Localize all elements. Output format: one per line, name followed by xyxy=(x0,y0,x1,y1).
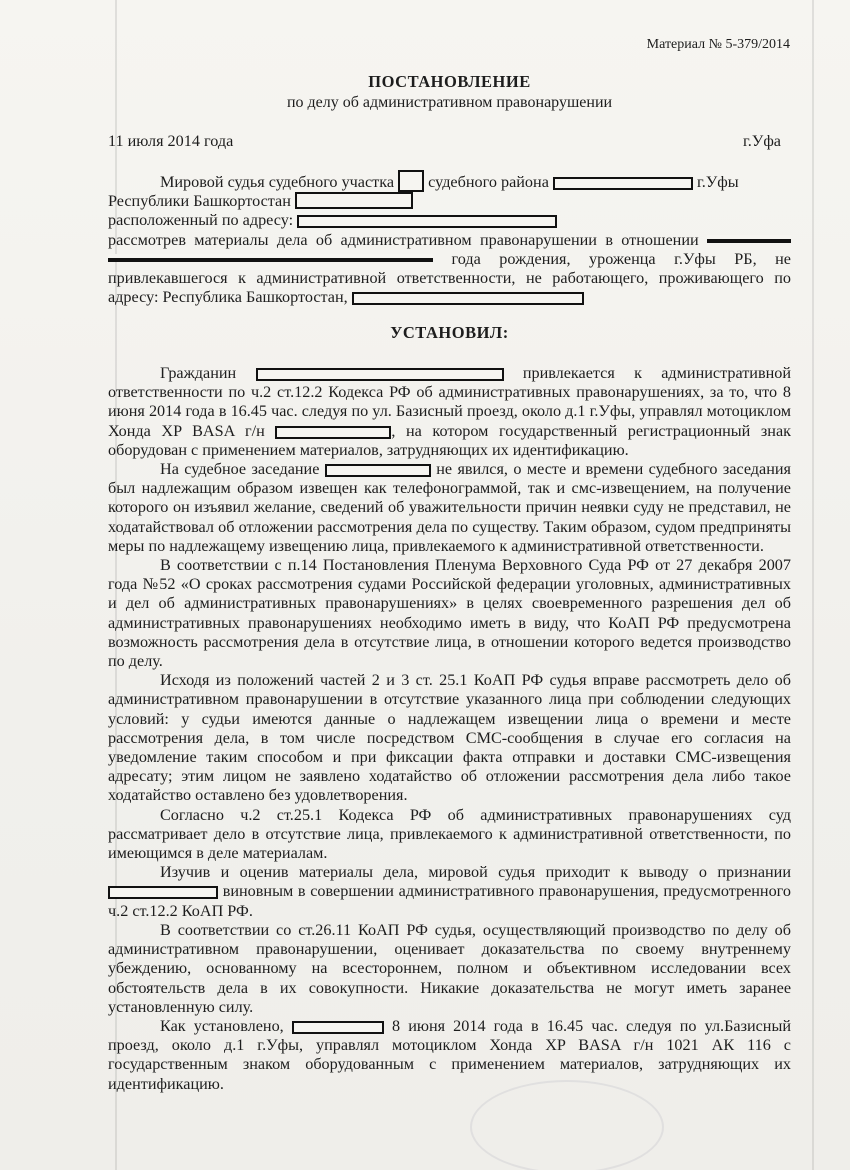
body-paragraph xyxy=(108,460,791,556)
body-paragraph xyxy=(108,364,791,460)
body-text: , на котором государственный регистрационный знак оборудован с применением материалов, затрудняющих их идентификацию. xyxy=(108,421,792,459)
body-text: не явился, о месте и времени судебного заседания был надлежащим образом извещен как телефонограммой, так и смс-извещением, на получение которого он изъявил желание, сведений об уважительности причин неявки суду не представил, не ходатайствовал об отложении рассмотрения дела по существу. Таким образом, судом предприняты меры по надлежащему извещению лица, привлекаемого к административной ответственности. xyxy=(108,460,791,555)
intro-paragraph xyxy=(108,211,791,230)
body-text: На судебное заседание xyxy=(160,460,320,479)
redaction-box xyxy=(108,886,218,899)
intro-text: судебного района xyxy=(428,173,549,191)
body-text: привлекается к административной ответственности по ч.2 ст.12.2 Кодекса РФ об административных правонарушениях, за то, что 8 июня 2014 года в 16.45 час. следуя по ул. Базисный проезд, около д.1 г.Уфы, управлял мотоциклом Хонда XP BASA г/н xyxy=(108,364,792,440)
document-city: г.Уфа xyxy=(743,132,781,150)
intro-paragraph xyxy=(108,170,791,192)
intro-text: г.Уфы xyxy=(696,173,739,191)
body-text: виновным в совершении административного правонарушения, предусмотренного ч.2 ст.12.2 КоАП РФ. xyxy=(108,882,791,920)
body-text: Изучив и оценив материалы дела, мировой судья приходит к выводу о признании xyxy=(160,863,791,882)
body-paragraph: Исходя из положений частей 2 и 3 ст. 25.1 КоАП РФ судья вправе рассмотреть дело об административном правонарушении в отсутствие указанного лица при соблюдении следующих условий: у судьи имеются данные о надлежащем извещении лица о времени и месте рассмотрения дела, в том числе посредством СМС-сообщения в случае его согласия на уведомление таким способом и при фиксации факта отправки и доставки СМС-извещения адресату; этим лицом не заявлено ходатайство об отложении рассмотрения дела либо такое ходатайство оставлено без удовлетворения. xyxy=(108,671,791,805)
intro-text: расположенный по адресу: xyxy=(108,211,294,230)
intro-text: Республики Башкортостан xyxy=(108,192,291,211)
body-paragraph: В соответствии со ст.26.11 КоАП РФ судья, осуществляющий производство по делу об административном правонарушении, оценивает доказательства по своему внутреннему убеждению, основанному на всестороннем, полном и объективном исследовании всех обстоятельств дела в их совокупности. Никакие доказательства не могут иметь заранее установленную силу. xyxy=(108,920,791,1016)
redaction-line xyxy=(707,235,791,243)
redaction-box xyxy=(398,170,424,192)
intro-paragraph xyxy=(108,192,791,211)
redaction-box xyxy=(325,464,431,477)
section-heading: УСТАНОВИЛ: xyxy=(390,323,509,342)
body-paragraph: Согласно ч.2 ст.25.1 Кодекса РФ об административных правонарушениях суд рассматривает дело в отсутствие лица, привлекаемого к административной ответственности, по имеющимся в деле материалам. xyxy=(108,805,791,863)
body-paragraph xyxy=(108,863,791,921)
redaction-box xyxy=(256,368,504,381)
date-line xyxy=(108,132,791,151)
redaction-box xyxy=(553,177,693,190)
material-reference: Материал № 5-379/2014 xyxy=(646,37,790,52)
body-paragraph xyxy=(108,1017,791,1094)
body-text: Гражданин xyxy=(160,364,237,382)
intro-text: Мировой судья судебного участка xyxy=(160,173,395,191)
body-section xyxy=(108,364,791,1094)
intro-section xyxy=(108,170,791,307)
body-text: 8 июня 2014 года в 16.45 час. следуя по ул.Базисный проезд, около д.1 г.Уфы, управлял мотоциклом Хонда XP BASA г/н 1021 АК 116 с государственным знаком оборудованным с применением материалов, затрудняющих их идентификацию. xyxy=(108,1016,792,1093)
redaction-line xyxy=(108,254,433,262)
body-paragraph: В соответствии с п.14 Постановления Пленума Верховного Суда РФ от 27 декабря 2007 года №52 «О сроках рассмотрения судами Российской федерации уголовных, административных и дел об административных правонарушениях» в целях своевременного разрешения дел об административных правонарушениях необходимо иметь в виду, что КоАП РФ предусмотрена возможность рассмотрения дела в отсутствие лица, в отношении которого ведется производство по делу. xyxy=(108,556,791,671)
body-text: Как установлено, xyxy=(160,1016,284,1035)
document-date: 11 июля 2014 года xyxy=(108,132,234,150)
intro-text: рассмотрев материалы дела об административном правонарушении в отношении xyxy=(108,230,699,249)
intro-text: года рождения, уроженца г.Уфы РБ, не привлекавшегося к административной ответственности, не работающего, проживающего по адресу: Республика Башкортостан, xyxy=(108,249,791,307)
redaction-box xyxy=(292,1021,384,1034)
redaction-box xyxy=(295,192,413,209)
intro-paragraph xyxy=(108,231,791,308)
document-subtitle: по делу об административном правонарушении xyxy=(286,94,613,111)
redaction-box xyxy=(297,215,557,228)
redaction-box xyxy=(352,292,584,305)
redaction-box xyxy=(275,426,391,439)
document-title: ПОСТАНОВЛЕНИЕ xyxy=(368,72,531,91)
paper-fold-line xyxy=(812,0,814,1170)
